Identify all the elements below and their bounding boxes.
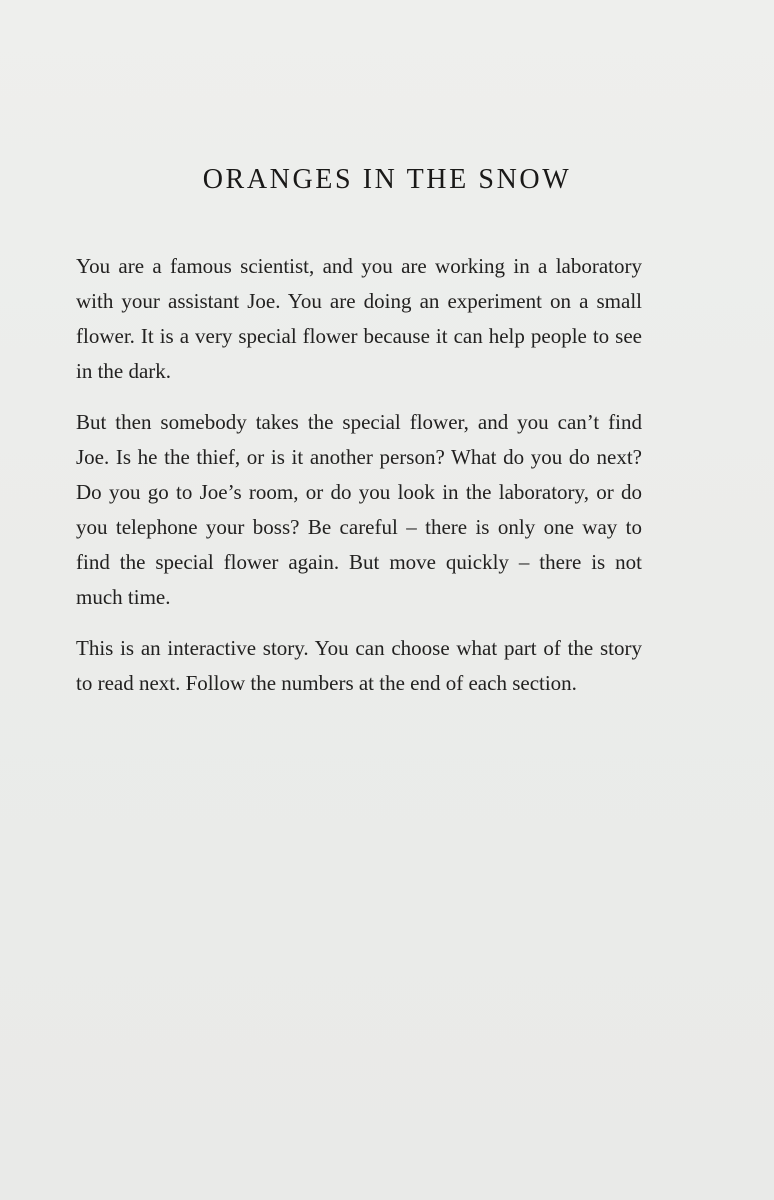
chapter-title: ORANGES IN THE SNOW — [202, 164, 572, 195]
plot-paragraph: But then somebody takes the special flower, and you can’t find Joe. Is he the thief, or is it another person? What do you do next? Do you go to Joe’s room, or do you look in the laboratory, or do you telephone your boss? Be careful – there is only one way to find the special flower again. But move quickly – there is not much time. — [76, 410, 642, 609]
body-text — [76, 249, 642, 717]
instructions-paragraph: This is an interactive story. You can choose what part of the story to read next. Follow the numbers at the end of each section. — [76, 636, 642, 695]
intro-paragraph: You are a famous scientist, and you are working in a laboratory with your assistant Joe. You are doing an experiment on a small flower. It is a very special flower because it can help people to see in the dark. — [76, 254, 642, 383]
